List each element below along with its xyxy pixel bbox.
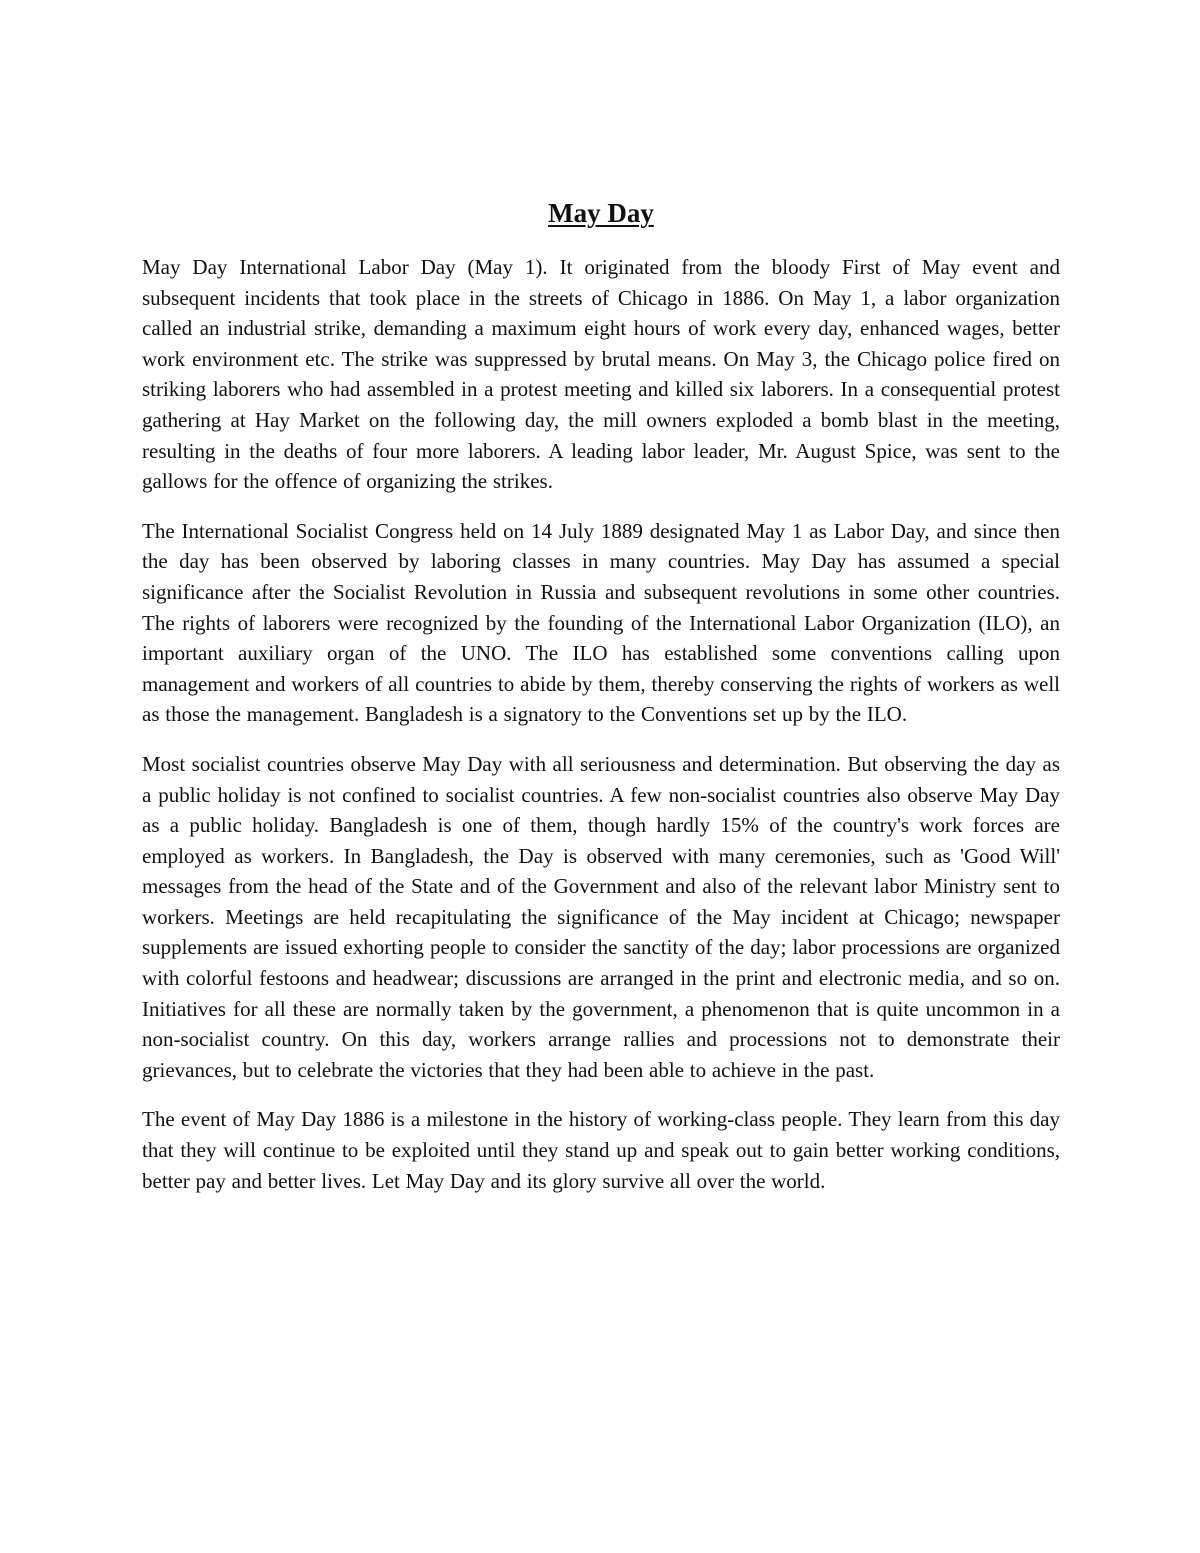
document-title: May Day	[548, 198, 654, 228]
paragraph-3: Most socialist countries observe May Day with all seriousness and determination. But observing the day as a public holiday is not confined to socialist countries. A few non-socialist countries also observe May Day as a public holiday. Bangladesh is one of them, though hardly 15% of the country's work forces are employed as workers. In Bangladesh, the Day is observed with many ceremonies, such as 'Good Will' messages from the head of the State and of the Government and also of the relevant labor Ministry sent to workers. Meetings are held recapitulating the significance of the May incident at Chicago; newspaper supplements are issued exhorting people to consider the sanctity of the day; labor processions are organized with colorful festoons and headwear; discussions are arranged in the print and electronic media, and so on. Initiatives for all these are normally taken by the government, a phenomenon that is quite uncommon in a non-socialist country. On this day, workers arrange rallies and processions not to demonstrate their grievances, but to celebrate the victories that they had been able to achieve in the past.	[142, 751, 1060, 1082]
document-body	[142, 196, 1060, 1215]
paragraph-1: May Day International Labor Day (May 1). It originated from the bloody First of May event and subsequent incidents that took place in the streets of Chicago in 1886. On May 1, a labor organization called an industrial strike, demanding a maximum eight hours of work every day, enhanced wages, better work environment etc. The strike was suppressed by brutal means. On May 3, the Chicago police fired on striking laborers who had assembled in a protest meeting and killed six laborers. In a consequential protest gathering at Hay Market on the following day, the mill owners exploded a bomb blast in the meeting, resulting in the deaths of four more laborers. A leading labor leader, Mr. August Spice, was sent to the gallows for the offence of organizing the strikes.	[142, 255, 1060, 494]
paragraph-4: The event of May Day 1886 is a milestone in the history of working-class people. They learn from this day that they will continue to be exploited until they stand up and speak out to gain better working conditions, better pay and better lives. Let May Day and its glory survive all over the world.	[142, 1107, 1060, 1193]
paragraph-2: The International Socialist Congress held on 14 July 1889 designated May 1 as Labor Day, and since then the day has been observed by laboring classes in many countries. May Day has assumed a special significance after the Socialist Revolution in Russia and subsequent revolutions in some other countries. The rights of laborers were recognized by the founding of the International Labor Organization (ILO), an important auxiliary organ of the UNO. The ILO has established some conventions calling upon management and workers of all countries to abide by them, thereby conserving the rights of workers as well as those the management. Bangladesh is a signatory to the Conventions set up by the ILO.	[142, 518, 1060, 727]
